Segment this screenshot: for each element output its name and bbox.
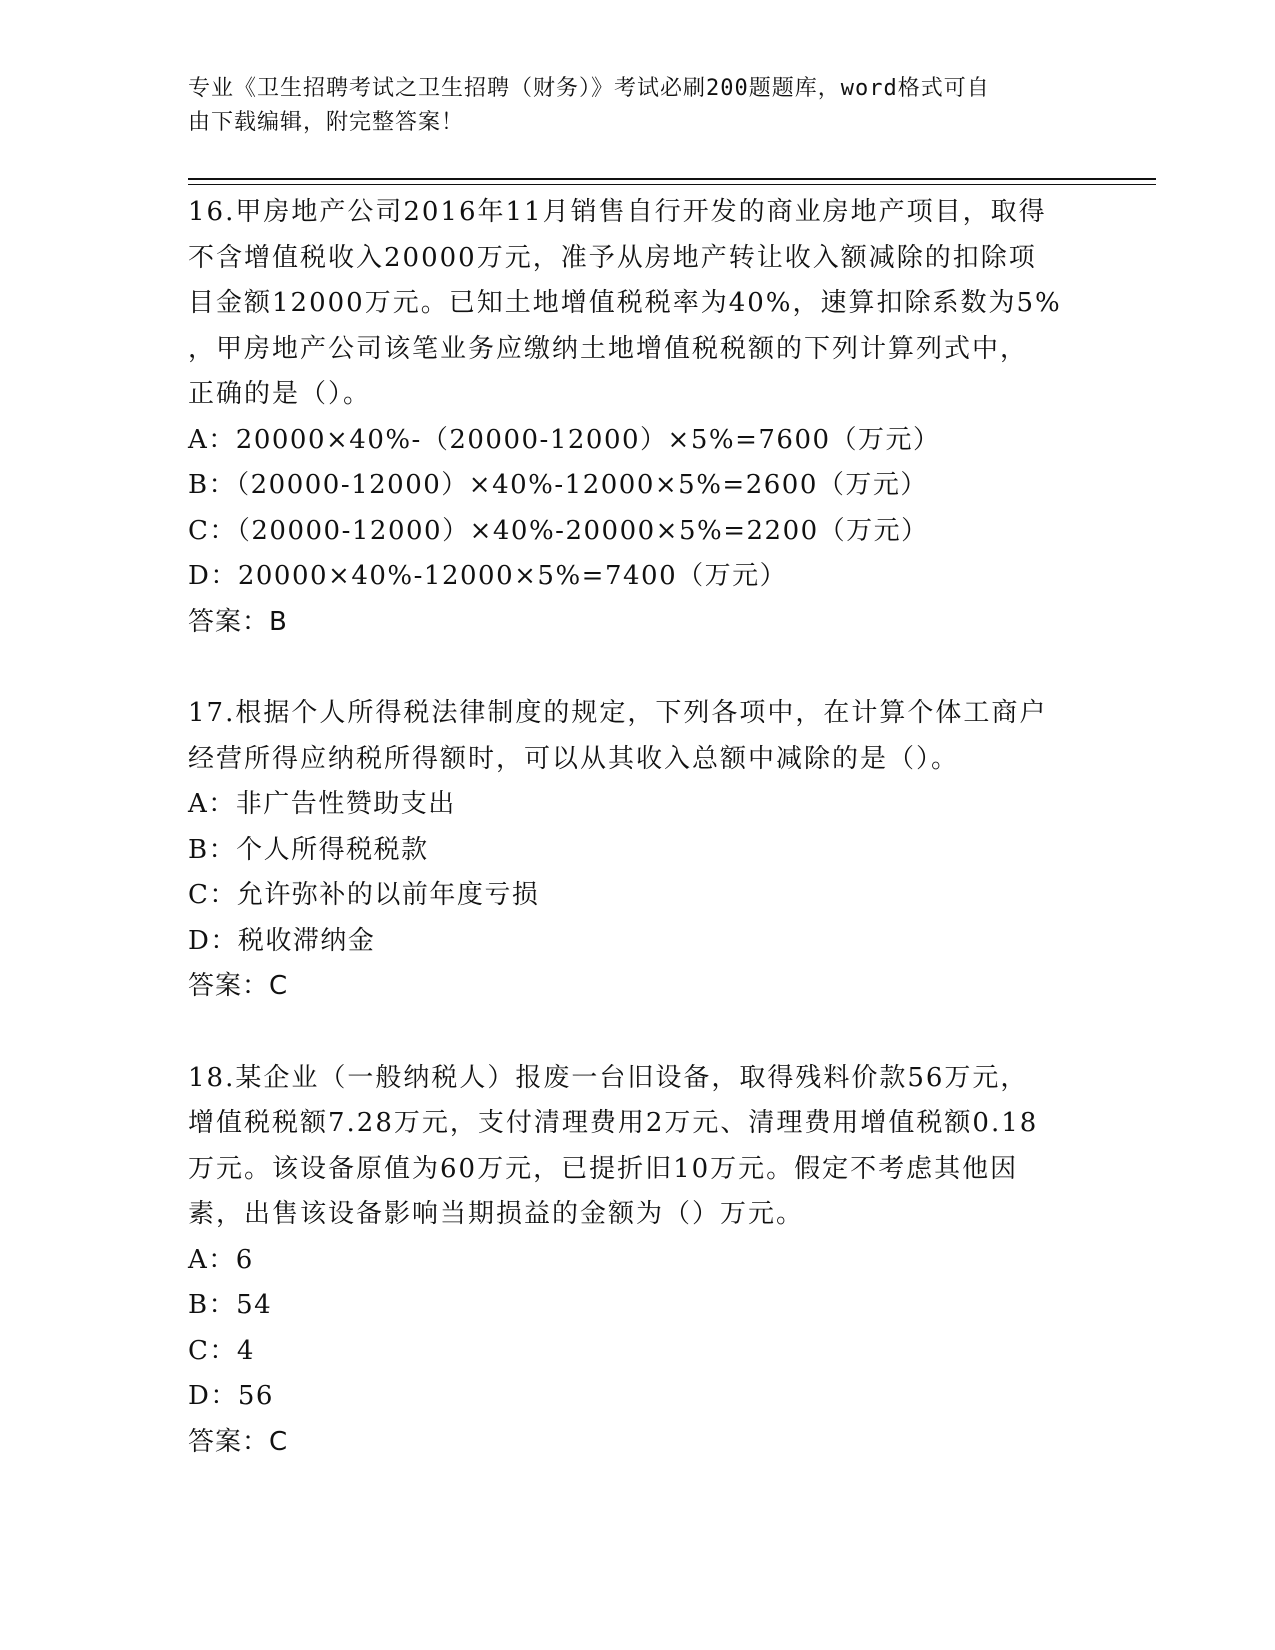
question-stem	[188, 691, 1088, 782]
option-c: C：允许弥补的以前年度亏损	[188, 880, 540, 910]
question-stem	[188, 190, 1088, 418]
option-b: B：（20000-12000）×40%-12000×5%=2600（万元）	[188, 470, 928, 500]
stem-line: 正确的是（）。	[188, 379, 372, 409]
header-divider-thin	[188, 184, 1156, 185]
stem-line: 18.某企业（一般纳税人）报废一台旧设备，取得残料价款56万元，	[188, 1062, 1029, 1093]
header-line-2: 由下载编辑，附完整答案！	[188, 110, 465, 135]
option-a: A：非广告性赞助支出	[188, 789, 456, 819]
stem-line: 万元。该设备原值为60万元，已提折旧10万元。假定不考虑其他因	[188, 1153, 1019, 1184]
stem-line: ，甲房地产公司该笔业务应缴纳土地增值税税额的下列计算列式中，	[188, 333, 1029, 364]
option-d: D：56	[188, 1381, 274, 1411]
stem-line: 经营所得应纳税所得额时，可以从其收入总额中减除的是（）。	[188, 743, 960, 774]
question-17	[188, 691, 1088, 1010]
stem-line: 增值税税额7.28万元，支付清理费用2万元、清理费用增值税额0.18	[188, 1108, 1039, 1138]
option-a: A：6	[188, 1244, 254, 1275]
option-a: A：20000×40%-（20000-12000）×5%=7600（万元）	[188, 424, 941, 455]
header-line-1: 专业《卫生招聘考试之卫生招聘（财务）》考试必刷200题题库，word格式可自	[188, 76, 990, 101]
stem-line: 目金额12000万元。已知土地增值税税率为40%，速算扣除系数为5%	[188, 288, 1062, 318]
stem-line: 16.甲房地产公司2016年11月销售自行开发的商业房地产项目，取得	[188, 197, 1047, 227]
stem-line: 不含增值税收入20000万元，准予从房地产转让收入额减除的扣除项	[188, 242, 1037, 273]
question-stem	[188, 1056, 1088, 1238]
option-c: C：4	[188, 1335, 255, 1366]
answer: 答案：C	[188, 971, 289, 1001]
document-header	[188, 72, 1088, 140]
question-list	[188, 190, 1088, 1465]
answer: 答案：B	[188, 606, 288, 637]
stem-line: 素，出售该设备影响当期损益的金额为（）万元。	[188, 1199, 805, 1229]
question-18	[188, 1056, 1088, 1466]
question-spacer	[188, 645, 1088, 691]
option-b: B：54	[188, 1290, 273, 1320]
answer: 答案：C	[188, 1426, 289, 1457]
header-divider-thick	[188, 178, 1156, 180]
option-d: D：税收滞纳金	[188, 925, 376, 956]
option-b: B：个人所得税税款	[188, 834, 429, 865]
option-c: C：（20000-12000）×40%-20000×5%=2200（万元）	[188, 515, 929, 546]
question-16	[188, 190, 1088, 645]
question-spacer	[188, 1010, 1088, 1056]
option-d: D：20000×40%-12000×5%=7400（万元）	[188, 561, 788, 591]
stem-line: 17.根据个人所得税法律制度的规定，下列各项中，在计算个体工商户	[188, 698, 1048, 728]
